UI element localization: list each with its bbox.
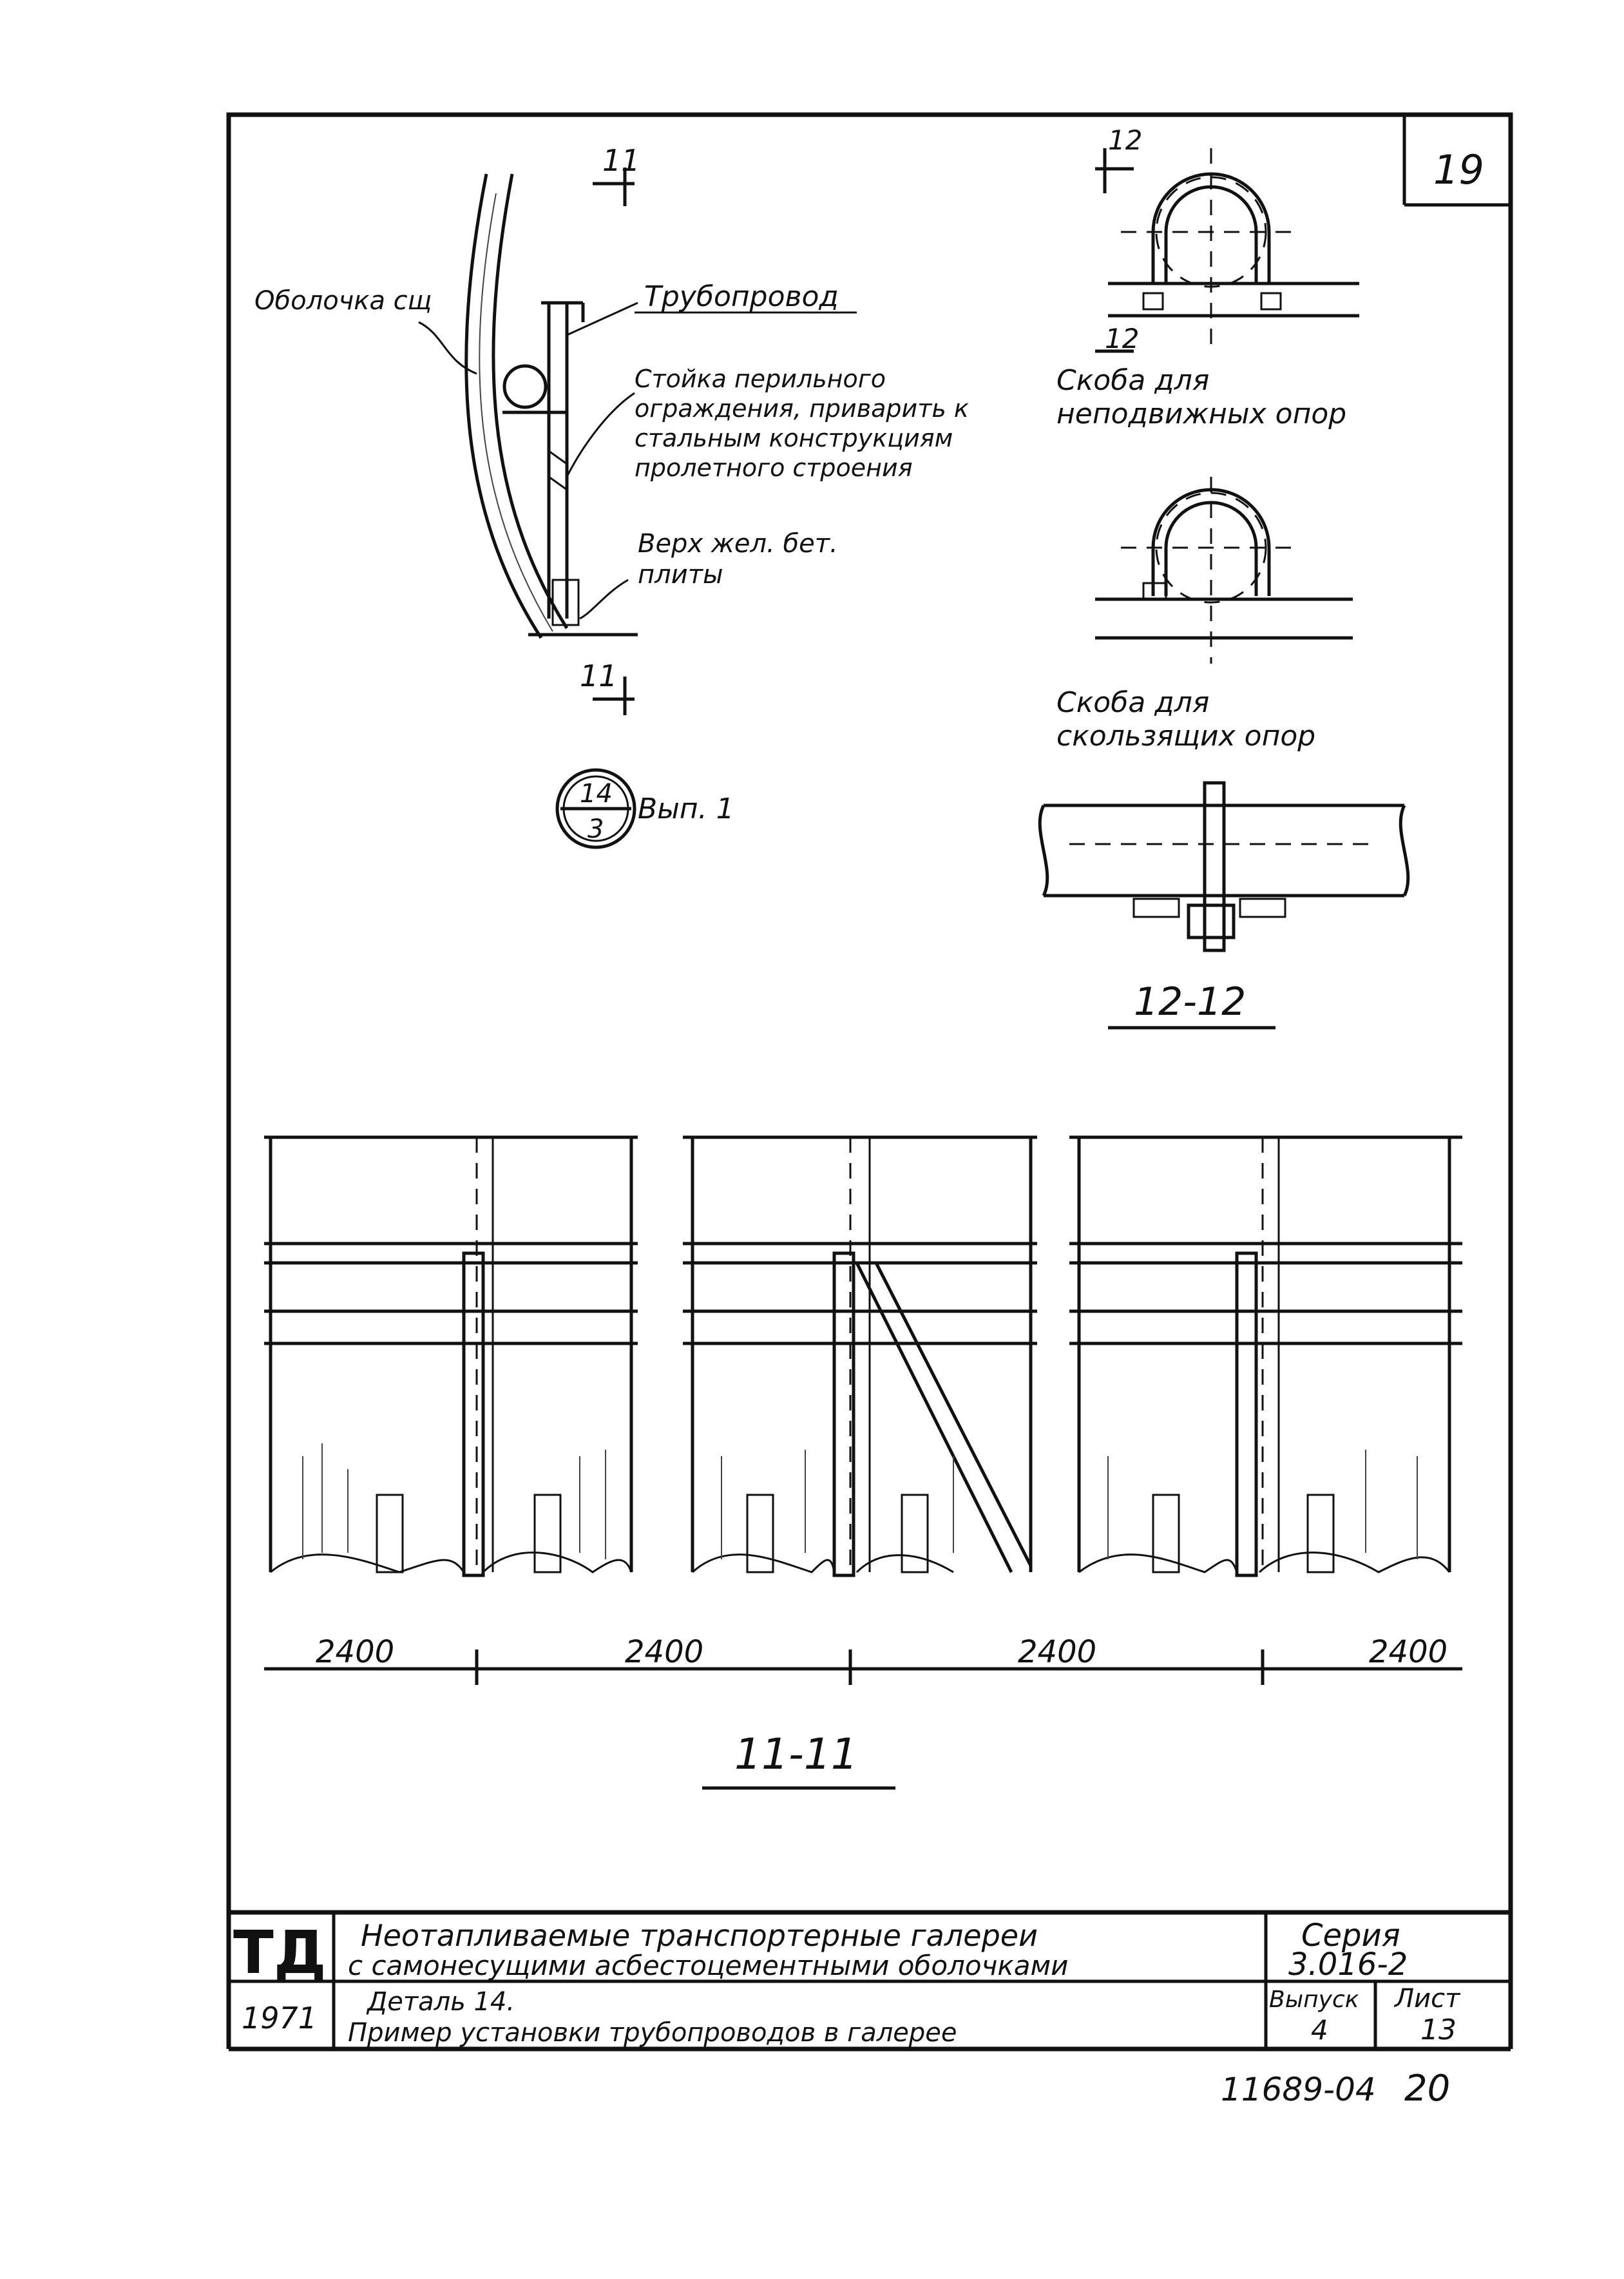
sliding-bracket-caption: Скоба для скользящих опор [1056,686,1316,753]
sliding-support-bracket [1095,477,1353,664]
cut-11-bottom-label: 11 [580,659,618,693]
gallery-elevation [264,1137,1462,1685]
fixed-support-bracket [1095,148,1359,351]
dimension-3: 2400 [1018,1634,1097,1670]
title-line-1: Неотапливаемые транспортерные галереи [361,1918,1038,1953]
elevation-panel-3 [1069,1137,1462,1575]
cut-12-top-label: 12 [1108,124,1143,156]
node-reference-top: 14 [580,779,613,809]
cut-12-bottom-label: 12 [1105,323,1140,354]
dimension-1: 2400 [316,1634,395,1670]
section-12-12-label: 12-12 [1134,979,1247,1024]
sheet-value: 13 [1420,2014,1457,2046]
slab-callout-box [638,528,895,606]
issue-label: Выпуск [1269,1986,1359,2013]
dimension-4: 2400 [1369,1634,1448,1670]
dimension-2: 2400 [625,1634,704,1670]
cut-11-top-label: 11 [602,143,640,178]
section-12-12-drawing [1040,783,1408,950]
sheet-number: 19 [1433,146,1484,193]
node-reference-bottom: 3 [588,814,604,844]
detail-line-1: Деталь 14. [367,1987,515,2017]
elevation-panel-1 [264,1137,638,1575]
fixed-bracket-caption-box [1056,364,1443,441]
section-11-11-label: 11-11 [734,1729,858,1779]
sliding-bracket-caption-box [1056,686,1456,764]
issue-value: 4 [1311,2014,1328,2046]
series-value: 3.016-2 [1288,1947,1408,1983]
series-label: Серия [1301,1918,1400,1954]
detail-line-2: Пример установки трубопроводов в галерее [348,2018,957,2048]
elevation-panel-2 [683,1137,1037,1575]
corner-page-number: 20 [1404,2068,1451,2110]
pipeline-callout: Трубопровод [644,280,839,313]
corner-stamp: 11689-04 [1221,2071,1376,2108]
post-callout-box [635,364,1021,525]
logo: ТД [233,1918,327,1987]
slab-top-callout: Верх жел. бет. плиты [638,529,838,590]
shell-callout: Оболочка сщ [254,286,432,316]
year: 1971 [242,2001,318,2035]
post-callout: Стойка перильного ограждения, приварить к стальным конструкциям пролетного строения [635,365,969,482]
node-reference-issue: Вып. 1 [638,793,734,825]
fixed-bracket-caption: Скоба для неподвижных опор [1056,364,1347,430]
title-line-2: с самонесущими асбестоцементными оболочками [348,1950,1069,1981]
sheet-label: Лист [1395,1984,1460,2014]
